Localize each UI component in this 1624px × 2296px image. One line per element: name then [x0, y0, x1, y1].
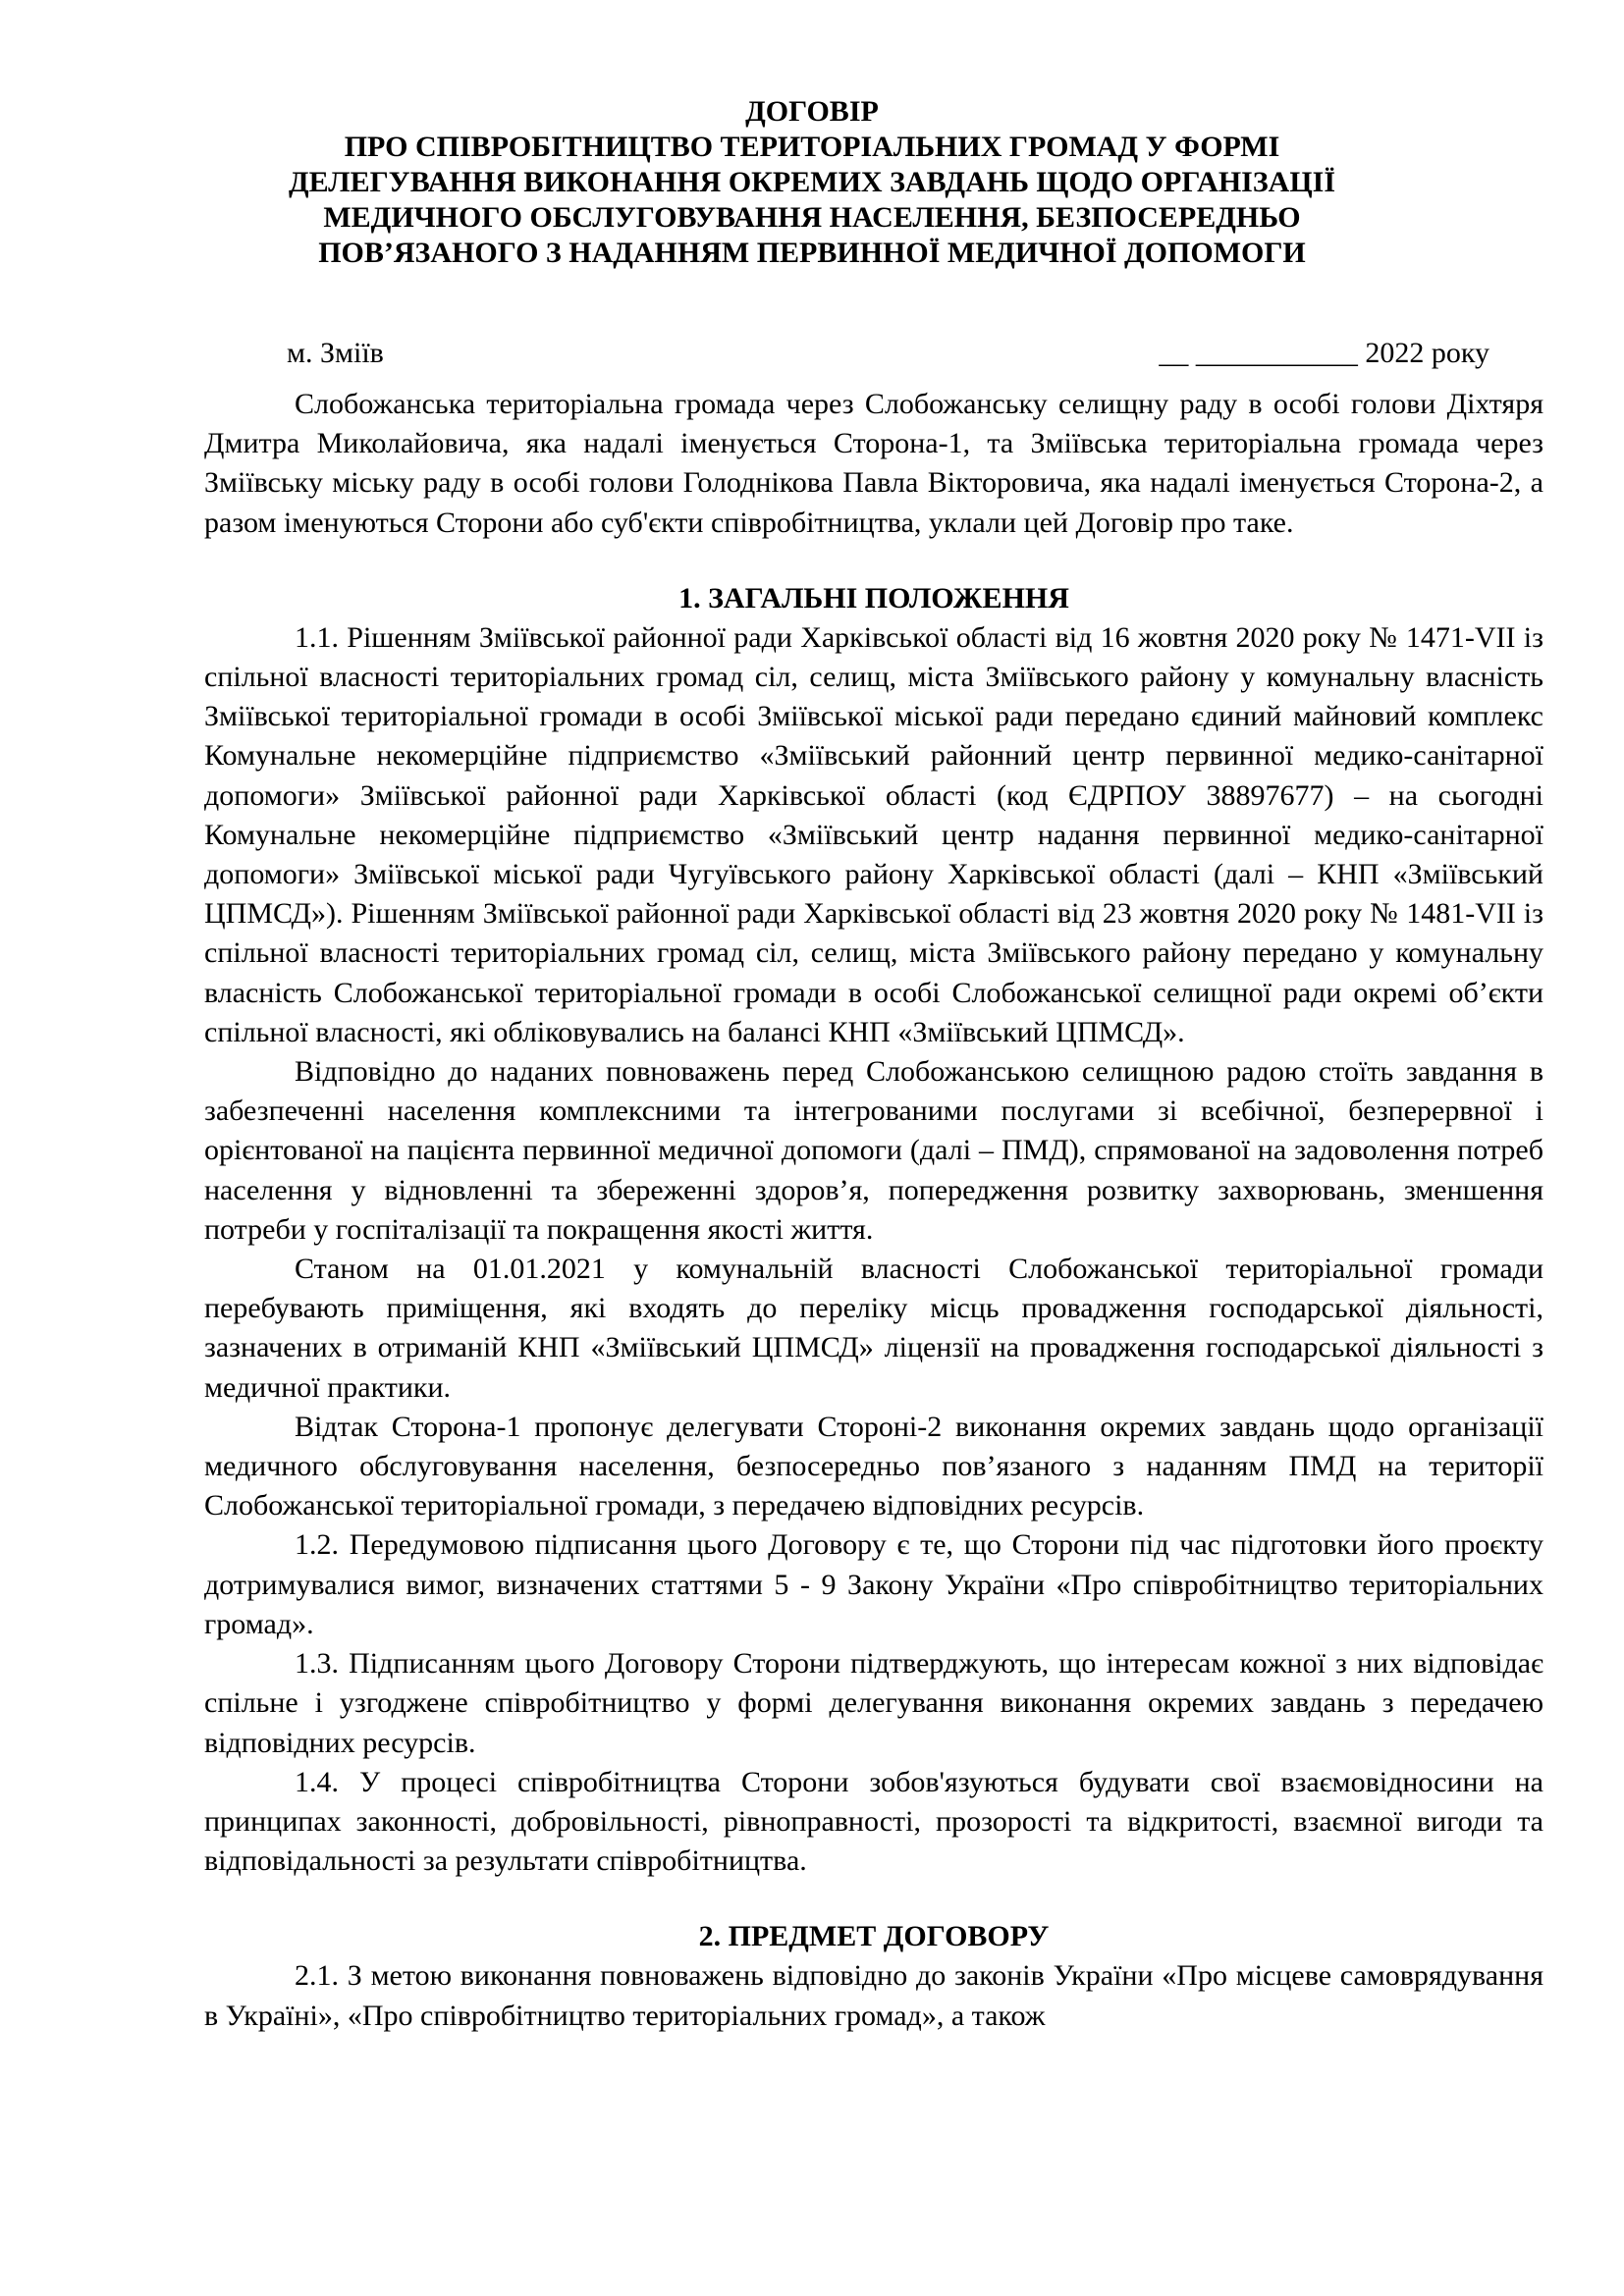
place-date-row [287, 336, 1489, 371]
preamble: Слобожанська територіальна громада через Слобожанську селищну раду в особі голови Діхтяря Дмитра Миколайовича, яка надалі іменується Сторона-1, та Зміївська територіальна громада через Зміївську міську раду в особі голови Голоднікова Павла Вікторовича, яка надалі іменується Сторона-2, а разом іменуються Сторони або суб'єкти співробітництва, уклали цей Договір про таке. [204, 388, 1543, 539]
title-line: МЕДИЧНОГО ОБСЛУГОВУВАННЯ НАСЕЛЕННЯ, БЕЗПОСЕРЕДНЬО [323, 201, 1301, 234]
paragraph-1-4: 1.4. У процесі співробітництва Сторони зобов'язуються будувати свої взаємовідносини на принципах законності, добровільності, рівноправності, прозорості та відкритості, взаємної вигоди та відповідальності за результати співробітництва. [204, 1765, 1543, 1878]
section-heading-subject: 2. ПРЕДМЕТ ДОГОВОРУ [698, 1920, 1050, 1953]
section-heading-general: 1. ЗАГАЛЬНІ ПОЛОЖЕННЯ [678, 581, 1069, 614]
document-body [204, 385, 1543, 2036]
title-line: ПРО СПІВРОБІТНИЦТВО ТЕРИТОРІАЛЬНИХ ГРОМАД У ФОРМІ [344, 131, 1280, 163]
title-line: ПОВ’ЯЗАНОГО З НАДАННЯМ ПЕРВИННОЇ МЕДИЧНОЇ ДОПОМОГИ [318, 237, 1306, 269]
city: м. Зміїв [287, 337, 384, 369]
paragraph-2-1: 2.1. З метою виконання повноважень відповідно до законів України «Про місцеве самоврядування в Україні», «Про співробітництво територіальних громад», а також [204, 1959, 1543, 2032]
document-title [196, 94, 1428, 271]
paragraph-1-3: 1.3. Підписанням цього Договору Сторони підтверджують, що інтересам кожної з них відповідає спільне і узгоджене співробітництво у формі делегування виконання окремих завдань з передачею відповідних ресурсів. [204, 1647, 1543, 1759]
title-line: ДЕЛЕГУВАННЯ ВИКОНАННЯ ОКРЕМИХ ЗАВДАНЬ ЩОДО ОРГАНІЗАЦІЇ [288, 166, 1336, 198]
paragraph-1-2: 1.2. Передумовою підписання цього Договору є те, що Сторони під час підготовки його проєкту дотримувалися вимог, визначених статтями 5 - 9 Закону України «Про співробітництво територіальних громад». [204, 1528, 1543, 1640]
paragraph-1-1: 1.1. Рішенням Зміївської районної ради Харківської області від 16 жовтня 2020 року № 1471-VII із спільної власності територіальних громад сіл, селищ, міста Зміївського району у комунальну власність Зміївської територіальної громади в особі Зміївської міської ради передано єдиний майновий комплекс Комунальне некомерційне підприємство «Зміївський районний центр первинної медико-санітарної допомоги» Зміївської районної ради Харківської області (код ЄДРПОУ 38897677) – на сьогодні Комунальне некомерційне підприємство «Зміївський центр надання первинної медико-санітарної допомоги» Зміївської міської ради Чугуївського району Харківської області (далі – КНП «Зміївський ЦПМСД»). Рішенням Зміївської районної ради Харківської області від 23 жовтня 2020 року № 1481-VII із спільної власності територіальних громад сіл, селищ, міста Зміївського району передано у комунальну власність Слобожанської територіальної громади в особі Слобожанської селищної ради окремі об’єкти спільної власності, які обліковувались на балансі КНП «Зміївський ЦПМСД». [204, 620, 1543, 1048]
paragraph: Відповідно до наданих повноважень перед Слобожанською селищною радою стоїть завдання в забезпеченні населення комплексними та інтегрованими послугами зі всебічної, безперервної і орієнтованої на пацієнта первинної медичної допомоги (далі – ПМД), спрямованої на задоволення потреб населення у відновленні та збереженні здоров’я, попередження розвитку захворювань, зменшення потреби у госпіталізації та покращення якості життя. [204, 1055, 1543, 1246]
title-line: ДОГОВІР [745, 95, 879, 128]
date: __ ___________ 2022 року [1159, 337, 1489, 369]
paragraph: Станом на 01.01.2021 у комунальній власності Слобожанської територіальної громади перебувають приміщення, які входять до переліку місць провадження господарської діяльності, зазначених в отриманій КНП «Зміївський ЦПМСД» ліцензії на провадження господарської діяльності з медичної практики. [204, 1253, 1543, 1404]
paragraph: Відтак Сторона-1 пропонує делегувати Стороні-2 виконання окремих завдань щодо організації медичного обслуговування населення, безпосередньо пов’язаного з наданням ПМД на території Слобожанської територіальної громади, з передачею відповідних ресурсів. [204, 1410, 1543, 1522]
